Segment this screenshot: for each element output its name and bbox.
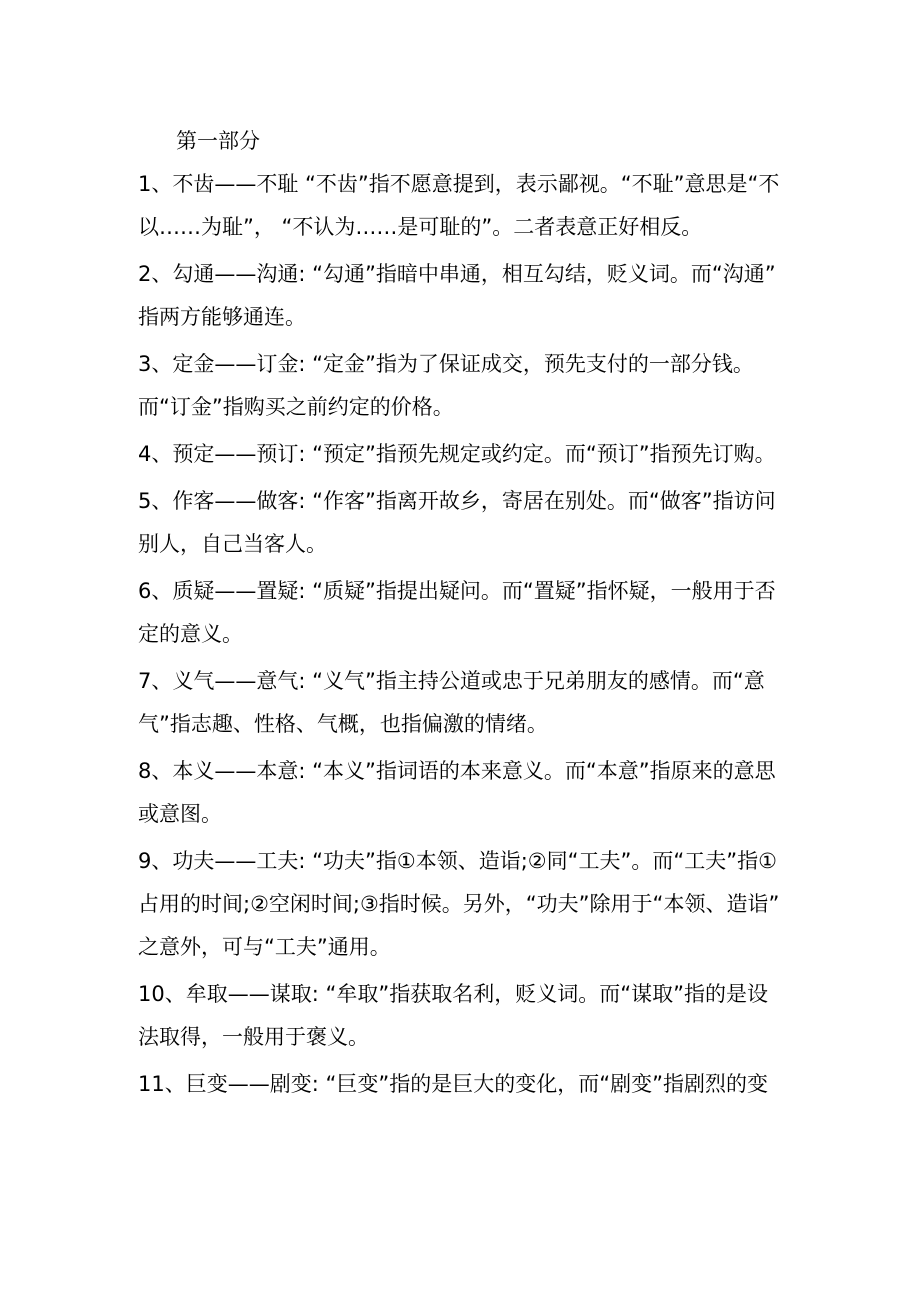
entry-line: 10、牟取——谋取: “牟取”指获取名利，贬义词。而“谋取”指的是设 xyxy=(138,982,768,1006)
entry-line: 气”指志趣、性格、气概，也指偏激的情绪。 xyxy=(138,712,548,736)
entry-9 xyxy=(138,840,798,969)
entry-10 xyxy=(138,973,798,1059)
entry-5 xyxy=(138,480,798,566)
entry-line: 7、义气——意气: “义气”指主持公道或忠于兄弟朋友的感情。而“意 xyxy=(138,669,765,693)
entry-line: 5、作客——做客: “作客”指离开故乡，寄居在别处。而“做客”指访问 xyxy=(138,489,776,513)
entry-line: 6、质疑——置疑: “质疑”指提出疑问。而“置疑”指怀疑，一般用于否 xyxy=(138,579,776,603)
document-body xyxy=(138,120,798,1106)
entry-line: 别人，自己当客人。 xyxy=(138,532,327,556)
entry-line: 8、本义——本意: “本义”指词语的本来意义。而“本意”指原来的意思 xyxy=(138,759,776,783)
entry-line: 法取得，一般用于褒义。 xyxy=(138,1025,369,1049)
entry-11 xyxy=(138,1063,798,1106)
entry-line: 9、功夫——工夫: “功夫”指①本领、造诣;②同“工夫”。而“工夫”指① xyxy=(138,849,777,873)
entry-line: 或意图。 xyxy=(138,802,222,826)
entry-7 xyxy=(138,660,798,746)
entry-1 xyxy=(138,163,798,249)
entry-6 xyxy=(138,570,798,656)
section-title: 第一部分 xyxy=(176,129,260,153)
entry-line: 4、预定——预订: “预定”指预先规定或约定。而“预订”指预先订购。 xyxy=(138,442,776,466)
entry-line: 以……为耻”， “不认为……是可耻的”。二者表意正好相反。 xyxy=(138,215,703,239)
entry-line: 定的意义。 xyxy=(138,622,243,646)
entry-8 xyxy=(138,750,798,836)
entry-line: 指两方能够通连。 xyxy=(138,305,306,329)
entry-line: 3、定金——订金: “定金”指为了保证成交，预先支付的一部分钱。 xyxy=(138,352,754,376)
entry-4 xyxy=(138,433,798,476)
entry-line: 11、巨变——剧变: “巨变”指的是巨大的变化，而“剧变”指剧烈的变 xyxy=(138,1072,768,1096)
entry-line: 之意外，可与“工夫”通用。 xyxy=(138,935,391,959)
entry-2 xyxy=(138,253,798,339)
entry-line: 占用的时间;②空闲时间;③指时候。另外，“功夫”除用于“本领、造诣” xyxy=(138,892,780,916)
entry-line: 2、勾通——沟通: “勾通”指暗中串通，相互勾结，贬义词。而“沟通” xyxy=(138,262,776,286)
entry-line: 1、不齿——不耻 “不齿”指不愿意提到，表示鄙视。“不耻”意思是“不 xyxy=(138,172,780,196)
entry-line: 而“订金”指购买之前约定的价格。 xyxy=(138,395,454,419)
entry-3 xyxy=(138,343,798,429)
